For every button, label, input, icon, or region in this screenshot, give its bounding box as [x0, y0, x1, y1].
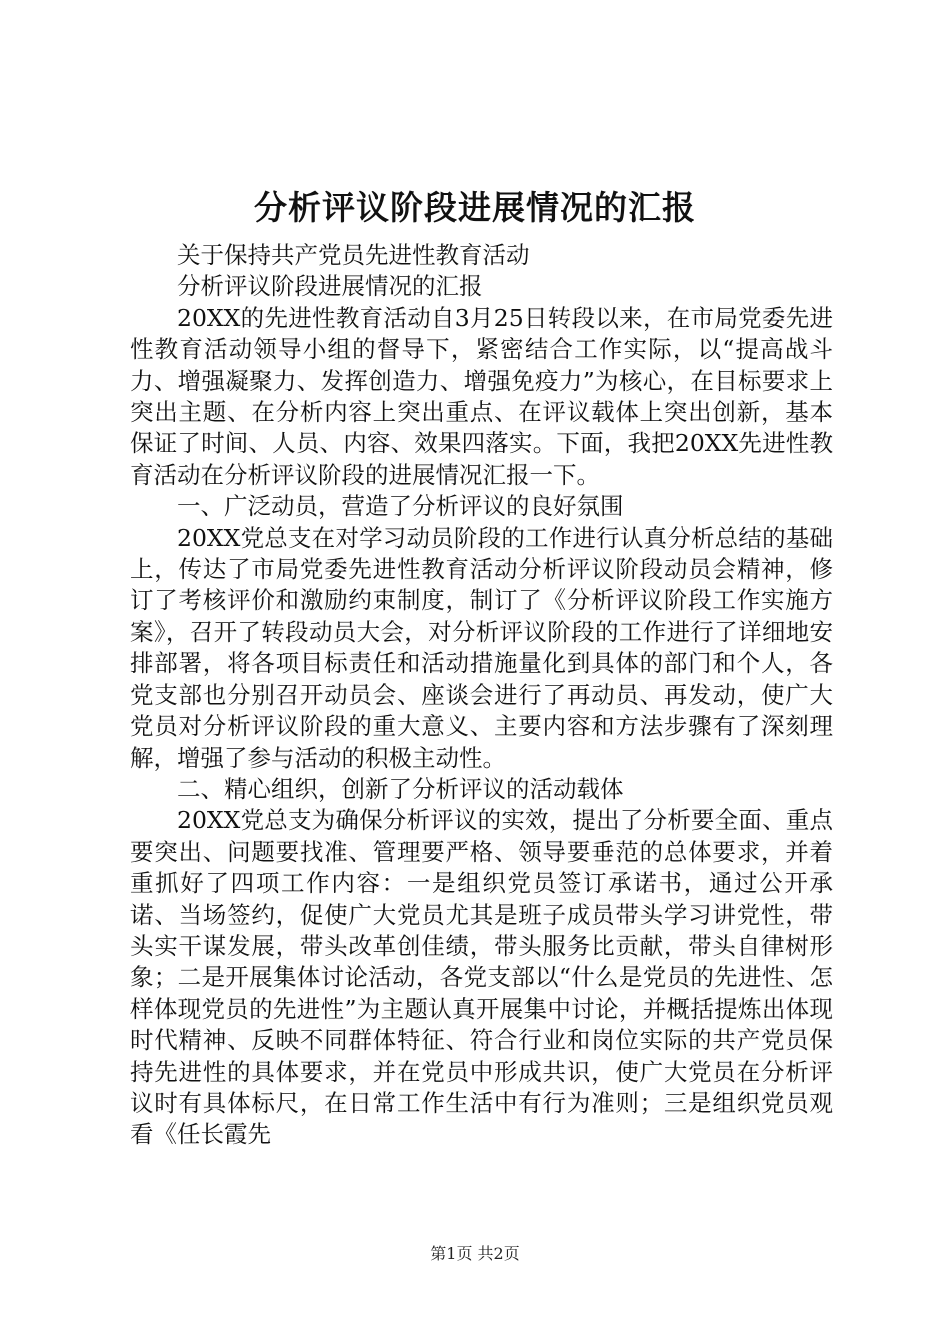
section-heading-2: 二、精心组织，创新了分析评议的活动载体	[177, 774, 624, 803]
page-number-footer: 第1页 共2页	[430, 1244, 520, 1263]
document-body	[130, 240, 833, 1151]
section-heading-1: 一、广泛动员，营造了分析评议的良好氛围	[177, 492, 624, 521]
section-1-paragraph: 20XX党总支在对学习动员阶段的工作进行认真分析总结的基础上，传达了市局党委先进性教育活动分析评议阶段动员会精神，修订了考核评价和激励约束制度，制订了《分析评议阶段工作实施方案》，召开了转段动员大会，对分析评议阶段的工作进行了详细地安排部署，将各项目标责任和活动措施量化到具体的部门和个人，各党支部也分别召开动员会、座谈会进行了再动员、再发动，使广大党员对分析评议阶段的重大意义、主要内容和方法步骤有了深刻理解，增强了参与活动的积极主动性。	[130, 523, 833, 772]
intro-paragraph: 20XX的先进性教育活动自3月25日转段以来，在市局党委先进性教育活动领导小组的督导下，紧密结合工作实际，以“提高战斗力、增强凝聚力、发挥创造力、增强免疫力”为核心，在目标要求上突出主题、在分析内容上突出重点、在评议载体上突出创新，基本保证了时间、人员、内容、效果四落实。下面，我把20XX先进性教育活动在分析评议阶段的进展情况汇报一下。	[130, 303, 833, 489]
document-title: 分析评议阶段进展情况的汇报	[254, 188, 696, 227]
section-2-paragraph: 20XX党总支为确保分析评议的实效，提出了分析要全面、重点要突出、问题要找准、管理要严格、领导要垂范的总体要求，并着重抓好了四项工作内容：一是组织党员签订承诺书，通过公开承诺、当场签约，促使广大党员尤其是班子成员带头学习讲党性，带头实干谋发展，带头改革创佳绩，带头服务比贡献，带头自律树形象；二是开展集体讨论活动，各党支部以“什么是党员的先进性、怎样体现党员的先进性”为主题认真开展集中讨论，并概括提炼出体现时代精神、反映不同群体特征、符合行业和岗位实际的共产党员保持先进性的具体要求，并在党员中形成共识，使广大党员在分析评议时有具体标尺，在日常工作生活中有行为准则；三是组织党员观看《任长霞先	[130, 806, 833, 1149]
heading-line-1: 关于保持共产党员先进性教育活动	[177, 241, 530, 269]
heading-line-2: 分析评议阶段进展情况的汇报	[177, 272, 483, 301]
